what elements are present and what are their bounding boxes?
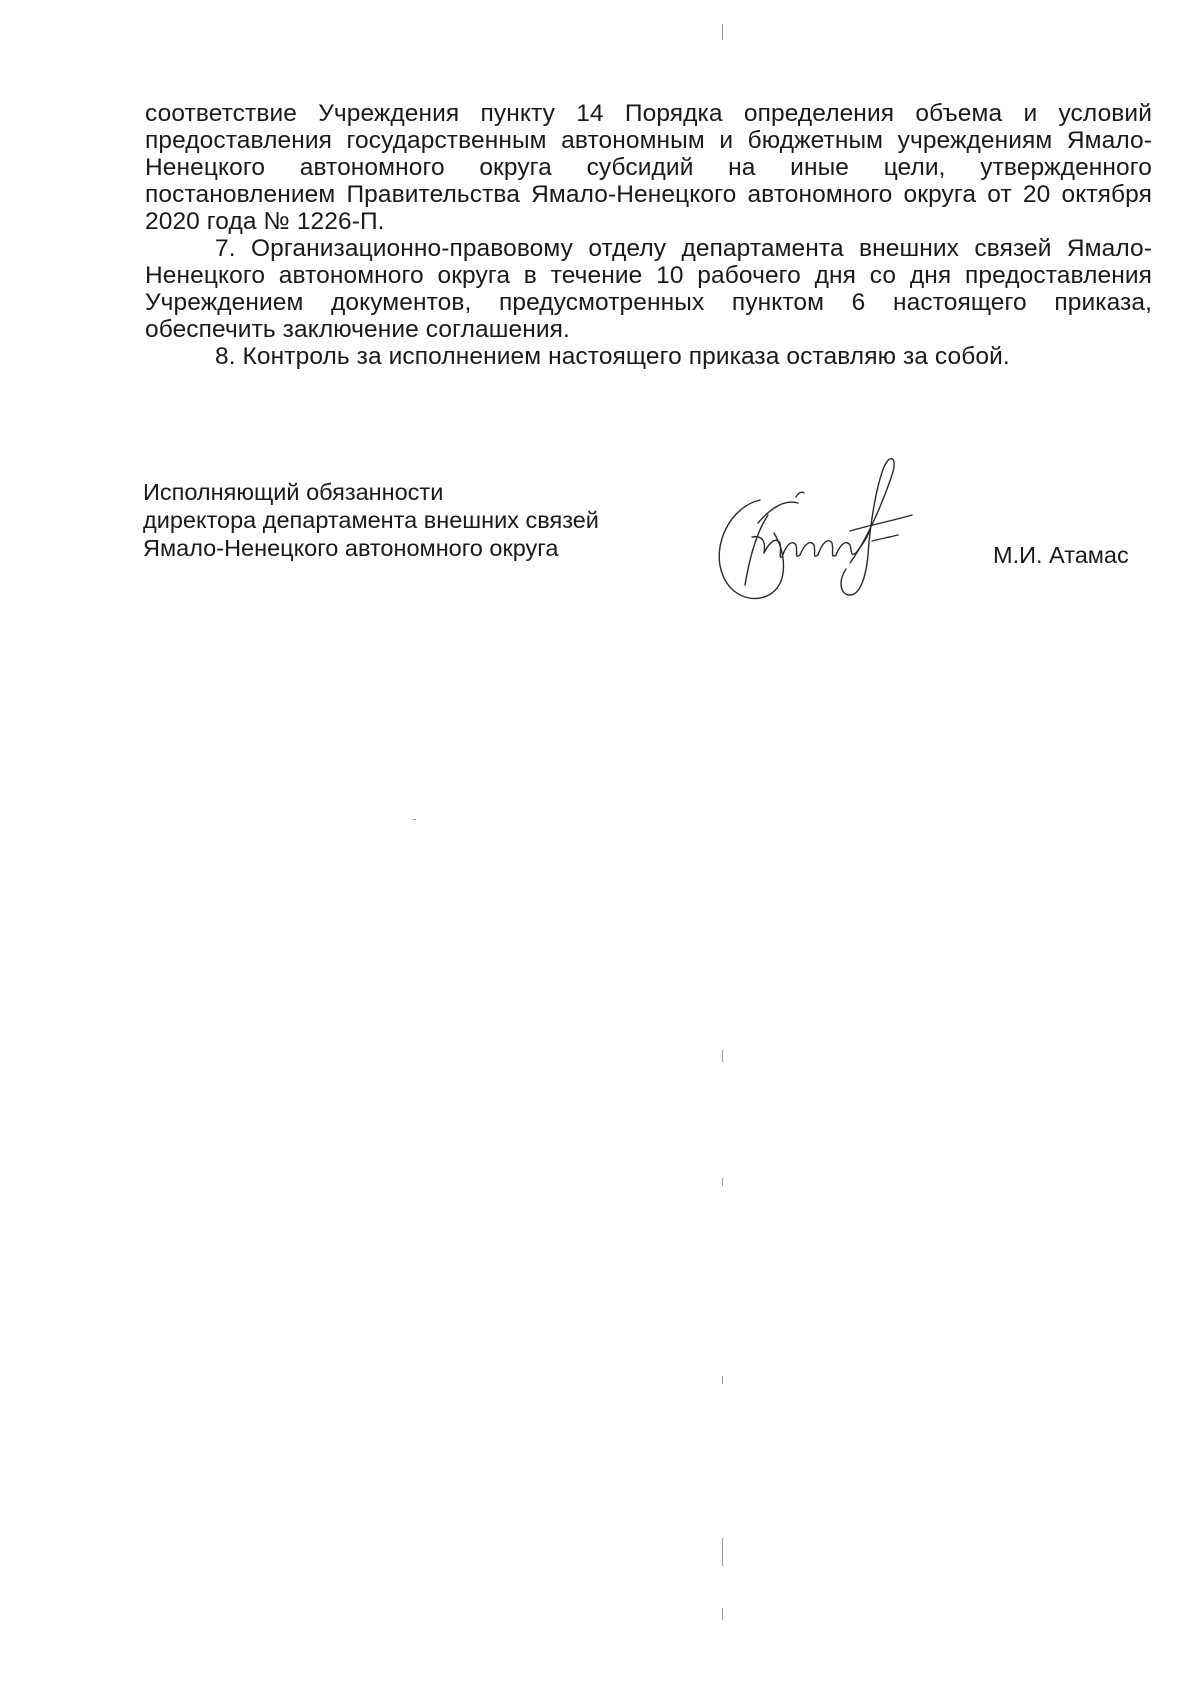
signatory-title-line-3: Ямало-Ненецкого автономного округа xyxy=(143,535,559,561)
scan-artifact xyxy=(722,1376,723,1384)
signatory-title-line-2: директора департамента внешних связей xyxy=(143,507,599,533)
paragraph-item-7: 7. Организационно-правовому отделу департамента внешних связей Ямало-Ненецкого автономного округа в течение 10 рабочего дня со дня предоставления Учреждением документов, предусмотренных пунктом 6 настоящего приказа, обеспечить заключение соглашения. xyxy=(145,235,1152,343)
scan-artifact xyxy=(722,1608,723,1620)
scan-artifact xyxy=(722,1178,723,1186)
scan-artifact xyxy=(722,1050,723,1062)
scan-artifact xyxy=(413,819,416,820)
signatory-title xyxy=(143,478,599,562)
document-body xyxy=(145,100,1152,370)
scan-artifact xyxy=(722,1538,723,1566)
handwritten-signature xyxy=(700,445,940,615)
scan-artifact xyxy=(722,24,723,40)
signer-name: М.И. Атамас xyxy=(993,542,1129,568)
signatory-title-line-1: Исполняющий обязанности xyxy=(143,479,444,505)
paragraph-item-8: 8. Контроль за исполнением настоящего приказа оставляю за собой. xyxy=(215,343,1010,370)
paragraph-continuation: соответствие Учреждения пункту 14 Порядка определения объема и условий предоставления государственным автономным и бюджетным учреждениям Ямало-Ненецкого автономного округа субсидий на иные цели, утвержденного постановлением Правительства Ямало-Ненецкого автономного округа от 20 октября 2020 года № 1226-П. xyxy=(145,100,1152,235)
